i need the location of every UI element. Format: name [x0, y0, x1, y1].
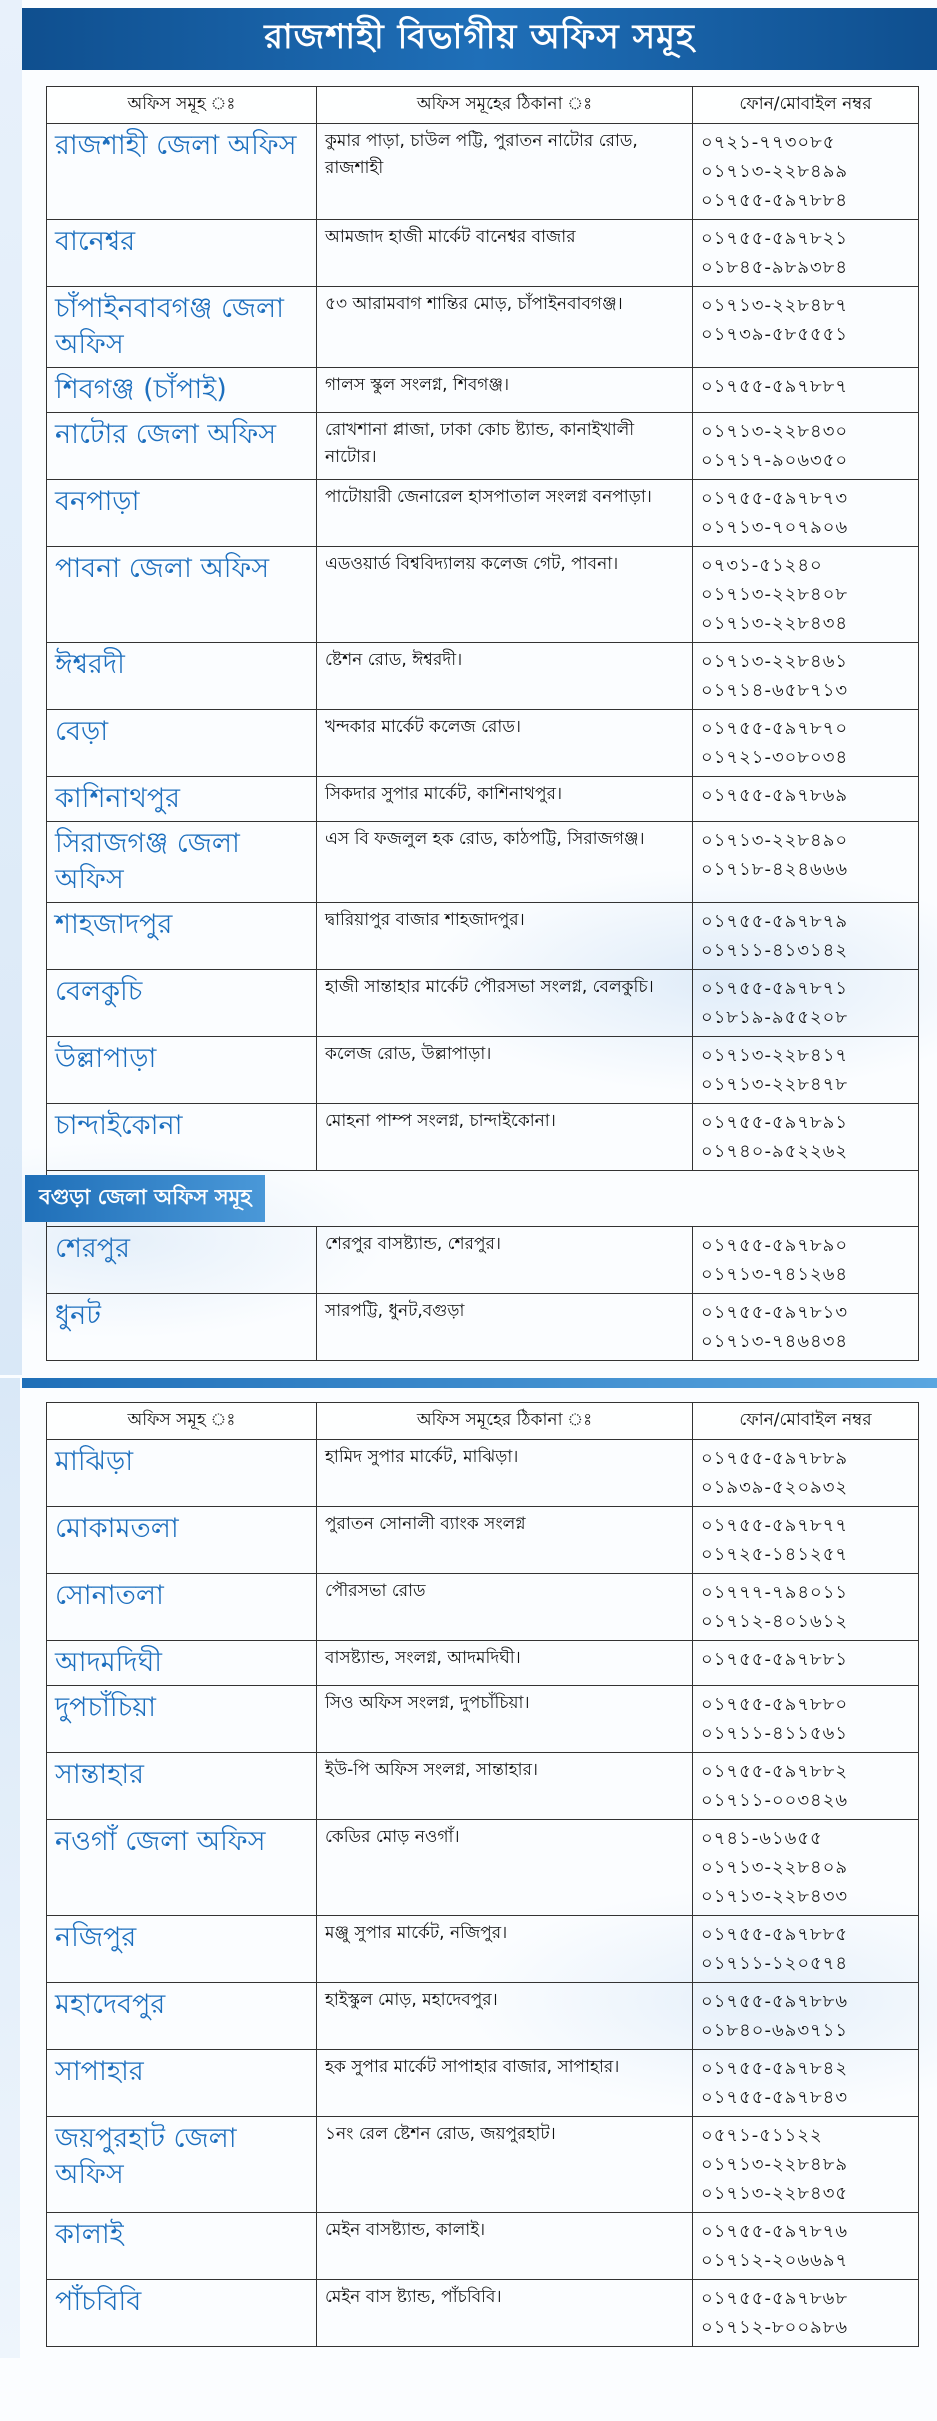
office-name: কালাই — [47, 2213, 317, 2280]
phone-number[interactable]: ০১৭১৩-২২৮৪৮৭ — [701, 295, 849, 316]
phone-number[interactable]: ০১৭১৩-৭৪৬৪৩৪ — [701, 1331, 849, 1352]
phone-number[interactable]: ০৫৭১-৫১১২২ — [701, 2125, 823, 2146]
office-phones — [693, 903, 919, 970]
phone-number[interactable]: ০১৭১৪-৬৫৮৭১৩ — [701, 680, 849, 701]
phone-number[interactable]: ০১৭৫৫-৫৯৭৮৮৬ — [701, 1991, 849, 2012]
table-row — [47, 2280, 919, 2347]
table-row — [47, 2117, 919, 2213]
office-phones — [693, 1641, 919, 1686]
office-phones — [693, 1037, 919, 1104]
office-address: ৫৩ আরামবাগ শান্তির মোড়, চাঁপাইনবাবগঞ্জ। — [317, 287, 693, 368]
phone-number[interactable]: ০১৭৫৫-৫৯৭৮৭৬ — [701, 2221, 849, 2242]
table-row — [47, 220, 919, 287]
table-row — [47, 2050, 919, 2117]
phone-number[interactable]: ০১৭১৩-৭৪১২৬৪ — [701, 1264, 849, 1285]
phone-number[interactable]: ০৭৩১-৫১২৪০ — [701, 555, 823, 576]
office-name: বানেশ্বর — [47, 220, 317, 287]
phone-number[interactable]: ০১৭১২-২০৬৬৯৭ — [701, 2250, 849, 2271]
table-row — [47, 903, 919, 970]
table-row — [47, 480, 919, 547]
table-row — [47, 1440, 919, 1507]
office-phones — [693, 124, 919, 220]
office-address: এডওয়ার্ড বিশ্ববিদ্যালয় কলেজ গেট, পাবনা। — [317, 547, 693, 643]
phone-number[interactable]: ০১৭৫৫-৫৯৭৮৯১ — [701, 1112, 849, 1133]
office-phones — [693, 220, 919, 287]
phone-number[interactable]: ০১৭৫৫-৫৯৭৮৮৭ — [701, 376, 849, 397]
table-row — [47, 1574, 919, 1641]
phone-number[interactable]: ০১৭১৩-২২৮৪৮৯ — [701, 2154, 849, 2175]
page-title: রাজশাহী বিভাগীয় অফিস সমূহ — [264, 16, 695, 57]
office-address: পুরাতন সোনালী ব্যাংক সংলগ্ন — [317, 1507, 693, 1574]
phone-number[interactable]: ০১৭৫৫-৫৯৭৮৯০ — [701, 1235, 849, 1256]
office-table-top — [39, 86, 919, 1361]
office-phones — [693, 1104, 919, 1171]
phone-number[interactable]: ০১৭৫৫-৫৯৭৮৮৯ — [701, 1448, 849, 1469]
phone-number[interactable]: ০১৭৫৫-৫৯৭৮৮৪ — [701, 190, 849, 211]
office-address: কলেজ রোড, উল্লাপাড়া। — [317, 1037, 693, 1104]
office-address: হাজী সান্তাহার মার্কেট পৌরসভা সংলগ্ন, বেলকুচি। — [317, 970, 693, 1037]
office-address: ষ্টেশন রোড, ঈশ্বরদী। — [317, 643, 693, 710]
office-phones — [693, 2213, 919, 2280]
phone-number[interactable]: ০১৭৫৫-৫৯৭৮১৩ — [701, 1302, 849, 1323]
office-address: ইউ-পি অফিস সংলগ্ন, সান্তাহার। — [317, 1753, 693, 1820]
office-address: মেইন বাসষ্ট্যান্ড, কালাই। — [317, 2213, 693, 2280]
phone-number[interactable]: ০১৭১১-১২০৫৭৪ — [701, 1953, 849, 1974]
office-name: মহাদেবপুর — [47, 1983, 317, 2050]
phone-number[interactable]: ০১৭৫৫-৫৯৭৮৮৫ — [701, 1924, 849, 1945]
phone-number[interactable]: ০১৭৫৫-৫৯৭৮৮০ — [701, 1694, 849, 1715]
column-header-phone: ফোন/মোবাইল নম্বর — [693, 1403, 919, 1440]
phone-number[interactable]: ০১৭১৩-২২৮৪৯০ — [701, 830, 849, 851]
office-phones — [693, 2117, 919, 2213]
table-row — [47, 1227, 919, 1294]
left-decor-stripe-lower — [0, 1378, 20, 2358]
office-phones — [693, 822, 919, 903]
office-name: কাশিনাথপুর — [47, 777, 317, 822]
office-name: পাবনা জেলা অফিস — [47, 547, 317, 643]
phone-number[interactable]: ০১৭৫৫-৫৯৭৮৬৮ — [701, 2288, 849, 2309]
office-name: শিবগঞ্জ (চাঁপাই) — [47, 368, 317, 413]
phone-number[interactable]: ০৭৪১-৬১৬৫৫ — [701, 1828, 823, 1849]
phone-number[interactable]: ০১৭১৩-২২৮৪০৮ — [701, 584, 849, 605]
column-header-office: অফিস সমূহ ঃ — [47, 87, 317, 124]
office-name: দুপচাঁচিয়া — [47, 1686, 317, 1753]
office-address: ১নং রেল ষ্টেশন রোড, জয়পুরহাট। — [317, 2117, 693, 2213]
office-phones — [693, 1294, 919, 1361]
table-row — [47, 547, 919, 643]
phone-number[interactable]: ০১৭১৩-২২৮৪৭৮ — [701, 1074, 849, 1095]
office-phones — [693, 2050, 919, 2117]
office-name: উল্লাপাড়া — [47, 1037, 317, 1104]
phone-number[interactable]: ০১৭১৩-২২৮৪৩৫ — [701, 2183, 849, 2204]
phone-number[interactable]: ০১৭১২-৪০১৬১২ — [701, 1611, 849, 1632]
table-row — [47, 1104, 919, 1171]
office-phones — [693, 1507, 919, 1574]
phone-number[interactable]: ০১৭৫৫-৫৯৭৮২১ — [701, 228, 849, 249]
office-address: খন্দকার মার্কেট কলেজ রোড। — [317, 710, 693, 777]
office-phones — [693, 970, 919, 1037]
office-address: দ্বারিয়াপুর বাজার শাহজাদপুর। — [317, 903, 693, 970]
table-row — [47, 1820, 919, 1916]
phone-number[interactable]: ০১৭৫৫-৫৯৭৮৭১ — [701, 978, 849, 999]
office-address: গালস স্কুল সংলগ্ন, শিবগঞ্জ। — [317, 368, 693, 413]
office-name: সাপাহার — [47, 2050, 317, 2117]
table-header-row — [47, 1403, 919, 1440]
table-row — [47, 1983, 919, 2050]
bogura-subheading-row — [47, 1171, 919, 1227]
column-header-phone: ফোন/মোবাইল নম্বর — [693, 87, 919, 124]
office-address: শেরপুর বাসষ্ট্যান্ড, শেরপুর। — [317, 1227, 693, 1294]
column-header-address: অফিস সমূহের ঠিকানা ঃ — [317, 1403, 693, 1440]
table-row — [47, 368, 919, 413]
office-phones — [693, 1440, 919, 1507]
office-address: মঞ্জু সুপার মার্কেট, নজিপুর। — [317, 1916, 693, 1983]
section-divider — [22, 1378, 937, 1388]
office-phones — [693, 1820, 919, 1916]
office-table-bottom — [46, 1402, 919, 2347]
office-name: মোকামতলা — [47, 1507, 317, 1574]
phone-number[interactable]: ০১৭৩৯-৫৮৫৫৫১ — [701, 324, 849, 345]
office-phones — [693, 2280, 919, 2347]
phone-number[interactable]: ০১৭১৩-২২৮৪৩০ — [701, 421, 849, 442]
office-phones — [693, 777, 919, 822]
table-row — [47, 124, 919, 220]
office-name: শাহজাদপুর — [47, 903, 317, 970]
table-row — [47, 1294, 919, 1361]
phone-number[interactable]: ০১৮৪৫-৯৮৯৩৮৪ — [701, 257, 849, 278]
left-decor-stripe — [0, 0, 22, 1375]
office-name: আদমদিঘী — [47, 1641, 317, 1686]
office-address: মোহনা পাম্প সংলগ্ন, চান্দাইকোনা। — [317, 1104, 693, 1171]
phone-number[interactable]: ০১৭১৩-২২৮৪৩৪ — [701, 613, 849, 634]
phone-number[interactable]: ০১৭১১-৪১১৫৬১ — [701, 1723, 849, 1744]
office-address: আমজাদ হাজী মার্কেট বানেশ্বর বাজার — [317, 220, 693, 287]
phone-number[interactable]: ০১৭৫৫-৫৯৭৮৮১ — [701, 1649, 849, 1670]
office-name: সিরাজগঞ্জ জেলা অফিস — [47, 822, 317, 903]
office-phones — [693, 1983, 919, 2050]
table-row — [47, 1641, 919, 1686]
header-banner — [22, 8, 937, 70]
table-row — [47, 777, 919, 822]
table-header-row — [47, 87, 919, 124]
phone-number[interactable]: ০১৭১৩-৭০৭৯০৬ — [701, 517, 849, 538]
office-phones — [693, 1753, 919, 1820]
office-address: হাইস্কুল মোড়, মহাদেবপুর। — [317, 1983, 693, 2050]
table-row — [47, 287, 919, 368]
office-name: সোনাতলা — [47, 1574, 317, 1641]
office-address: হামিদ সুপার মার্কেট, মাঝিড়া। — [317, 1440, 693, 1507]
phone-number[interactable]: ০১৭৫৫-৫৯৭৮৬৯ — [701, 785, 849, 806]
phone-number[interactable]: ০১৭৪০-৯৫২২৬২ — [701, 1141, 849, 1162]
office-address: পৌরসভা রোড — [317, 1574, 693, 1641]
table-row — [47, 643, 919, 710]
phone-number[interactable]: ০১৭৫৫-৫৯৭৮৪৩ — [701, 2087, 849, 2108]
phone-number[interactable]: ০১৭১৩-২২৮৪৬১ — [701, 651, 849, 672]
phone-number[interactable]: ০১৭৫৫-৫৯৭৮৪২ — [701, 2058, 849, 2079]
office-name: সান্তাহার — [47, 1753, 317, 1820]
table-row — [47, 1916, 919, 1983]
table-row — [47, 1507, 919, 1574]
office-address: কুমার পাড়া, চাউল পট্টি, পুরাতন নাটোর রোড, রাজশাহী — [317, 124, 693, 220]
office-phones — [693, 480, 919, 547]
office-phones — [693, 1227, 919, 1294]
phone-number[interactable]: ০১৭১৩-২২৮৪০৯ — [701, 1857, 849, 1878]
office-address: হক সুপার মার্কেট সাপাহার বাজার, সাপাহার। — [317, 2050, 693, 2117]
office-address: বাসষ্ট্যান্ড, সংলগ্ন, আদমদিঘী। — [317, 1641, 693, 1686]
office-address: এস বি ফজলুল হক রোড, কাঠপট্টি, সিরাজগঞ্জ। — [317, 822, 693, 903]
office-phones — [693, 1686, 919, 1753]
phone-number[interactable]: ০১৭৭৭-৭৯৪০১১ — [701, 1582, 849, 1603]
office-name: বনপাড়া — [47, 480, 317, 547]
bogura-subheading: বগুড়া জেলা অফিস সমূহ — [25, 1175, 265, 1222]
office-name: নাটোর জেলা অফিস — [47, 413, 317, 480]
phone-number[interactable]: ০১৭২১-৩০৮০৩৪ — [701, 747, 849, 768]
phone-number[interactable]: ০১৭১৩-২২৮৪৩৩ — [701, 1886, 849, 1907]
office-address: কেডির মোড় নওগাঁ। — [317, 1820, 693, 1916]
office-phones — [693, 643, 919, 710]
phone-number[interactable]: ০১৭৫৫-৫৯৭৮৭০ — [701, 718, 849, 739]
office-phones — [693, 413, 919, 480]
office-name: পাঁচবিবি — [47, 2280, 317, 2347]
office-name: জয়পুরহাট জেলা অফিস — [47, 2117, 317, 2213]
office-address: মেইন বাস ষ্ট্যান্ড, পাঁচবিবি। — [317, 2280, 693, 2347]
office-phones — [693, 547, 919, 643]
office-name: চাঁপাইনবাবগঞ্জ জেলা অফিস — [47, 287, 317, 368]
office-phones — [693, 710, 919, 777]
office-address: রোখশানা প্লাজা, ঢাকা কোচ ষ্ট্যান্ড, কানাইখালী নাটোর। — [317, 413, 693, 480]
phone-number[interactable]: ০১৭১৩-২২৮৪৯৯ — [701, 161, 849, 182]
phone-number[interactable]: ০১৭১১-০০৩৪২৬ — [701, 1790, 849, 1811]
office-phones — [693, 1574, 919, 1641]
office-name: বেড়া — [47, 710, 317, 777]
phone-number[interactable]: ০১৭৫৫-৫৯৭৮৭৯ — [701, 911, 849, 932]
phone-number[interactable]: ০১৭১২-৮০০৯৮৬ — [701, 2317, 849, 2338]
phone-number[interactable]: ০১৭৫৫-৫৯৭৮৭৩ — [701, 488, 849, 509]
office-address: সিকদার সুপার মার্কেট, কাশিনাথপুর। — [317, 777, 693, 822]
table-row — [47, 710, 919, 777]
table-row — [47, 1753, 919, 1820]
office-address: সারপট্টি, ধুনট,বগুড়া — [317, 1294, 693, 1361]
office-name: বেলকুচি — [47, 970, 317, 1037]
table-row — [47, 1686, 919, 1753]
phone-number[interactable]: ০৭২১-৭৭৩০৮৫ — [701, 132, 836, 153]
office-name: নজিপুর — [47, 1916, 317, 1983]
office-name: শেরপুর — [47, 1227, 317, 1294]
phone-number[interactable]: ০১৭২৫-১৪১২৫৭ — [701, 1544, 849, 1565]
phone-number[interactable]: ০১৮৪০-৬৯৩৭১১ — [701, 2020, 849, 2041]
office-name: নওগাঁ জেলা অফিস — [47, 1820, 317, 1916]
office-address: পাটোয়ারী জেনারেল হাসপাতাল সংলগ্ন বনপাড়া। — [317, 480, 693, 547]
phone-number[interactable]: ০১৭১৮-৪২৪৬৬৬ — [701, 859, 849, 880]
office-name: ঈশ্বরদী — [47, 643, 317, 710]
phone-number[interactable]: ০১৯৩৯-৫২০৯৩২ — [701, 1477, 849, 1498]
table-row — [47, 413, 919, 480]
phone-number[interactable]: ০১৭৫৫-৫৯৭৮৮২ — [701, 1761, 849, 1782]
column-header-office: অফিস সমূহ ঃ — [47, 1403, 317, 1440]
table-row — [47, 2213, 919, 2280]
table-row — [47, 970, 919, 1037]
office-name: ধুনট — [47, 1294, 317, 1361]
phone-number[interactable]: ০১৮১৯-৯৫৫২০৮ — [701, 1007, 849, 1028]
office-name: রাজশাহী জেলা অফিস — [47, 124, 317, 220]
table-row — [47, 822, 919, 903]
office-name: চান্দাইকোনা — [47, 1104, 317, 1171]
table-row — [47, 1037, 919, 1104]
phone-number[interactable]: ০১৭১৩-২২৮৪১৭ — [701, 1045, 849, 1066]
office-phones — [693, 368, 919, 413]
phone-number[interactable]: ০১৭১৭-৯০৬৩৫০ — [701, 450, 849, 471]
office-name: মাঝিড়া — [47, 1440, 317, 1507]
column-header-address: অফিস সমূহের ঠিকানা ঃ — [317, 87, 693, 124]
phone-number[interactable]: ০১৭১১-৪১৩১৪২ — [701, 940, 849, 961]
office-address: সিও অফিস সংলগ্ন, দুপচাঁচিয়া। — [317, 1686, 693, 1753]
office-phones — [693, 1916, 919, 1983]
office-phones — [693, 287, 919, 368]
phone-number[interactable]: ০১৭৫৫-৫৯৭৮৭৭ — [701, 1515, 849, 1536]
